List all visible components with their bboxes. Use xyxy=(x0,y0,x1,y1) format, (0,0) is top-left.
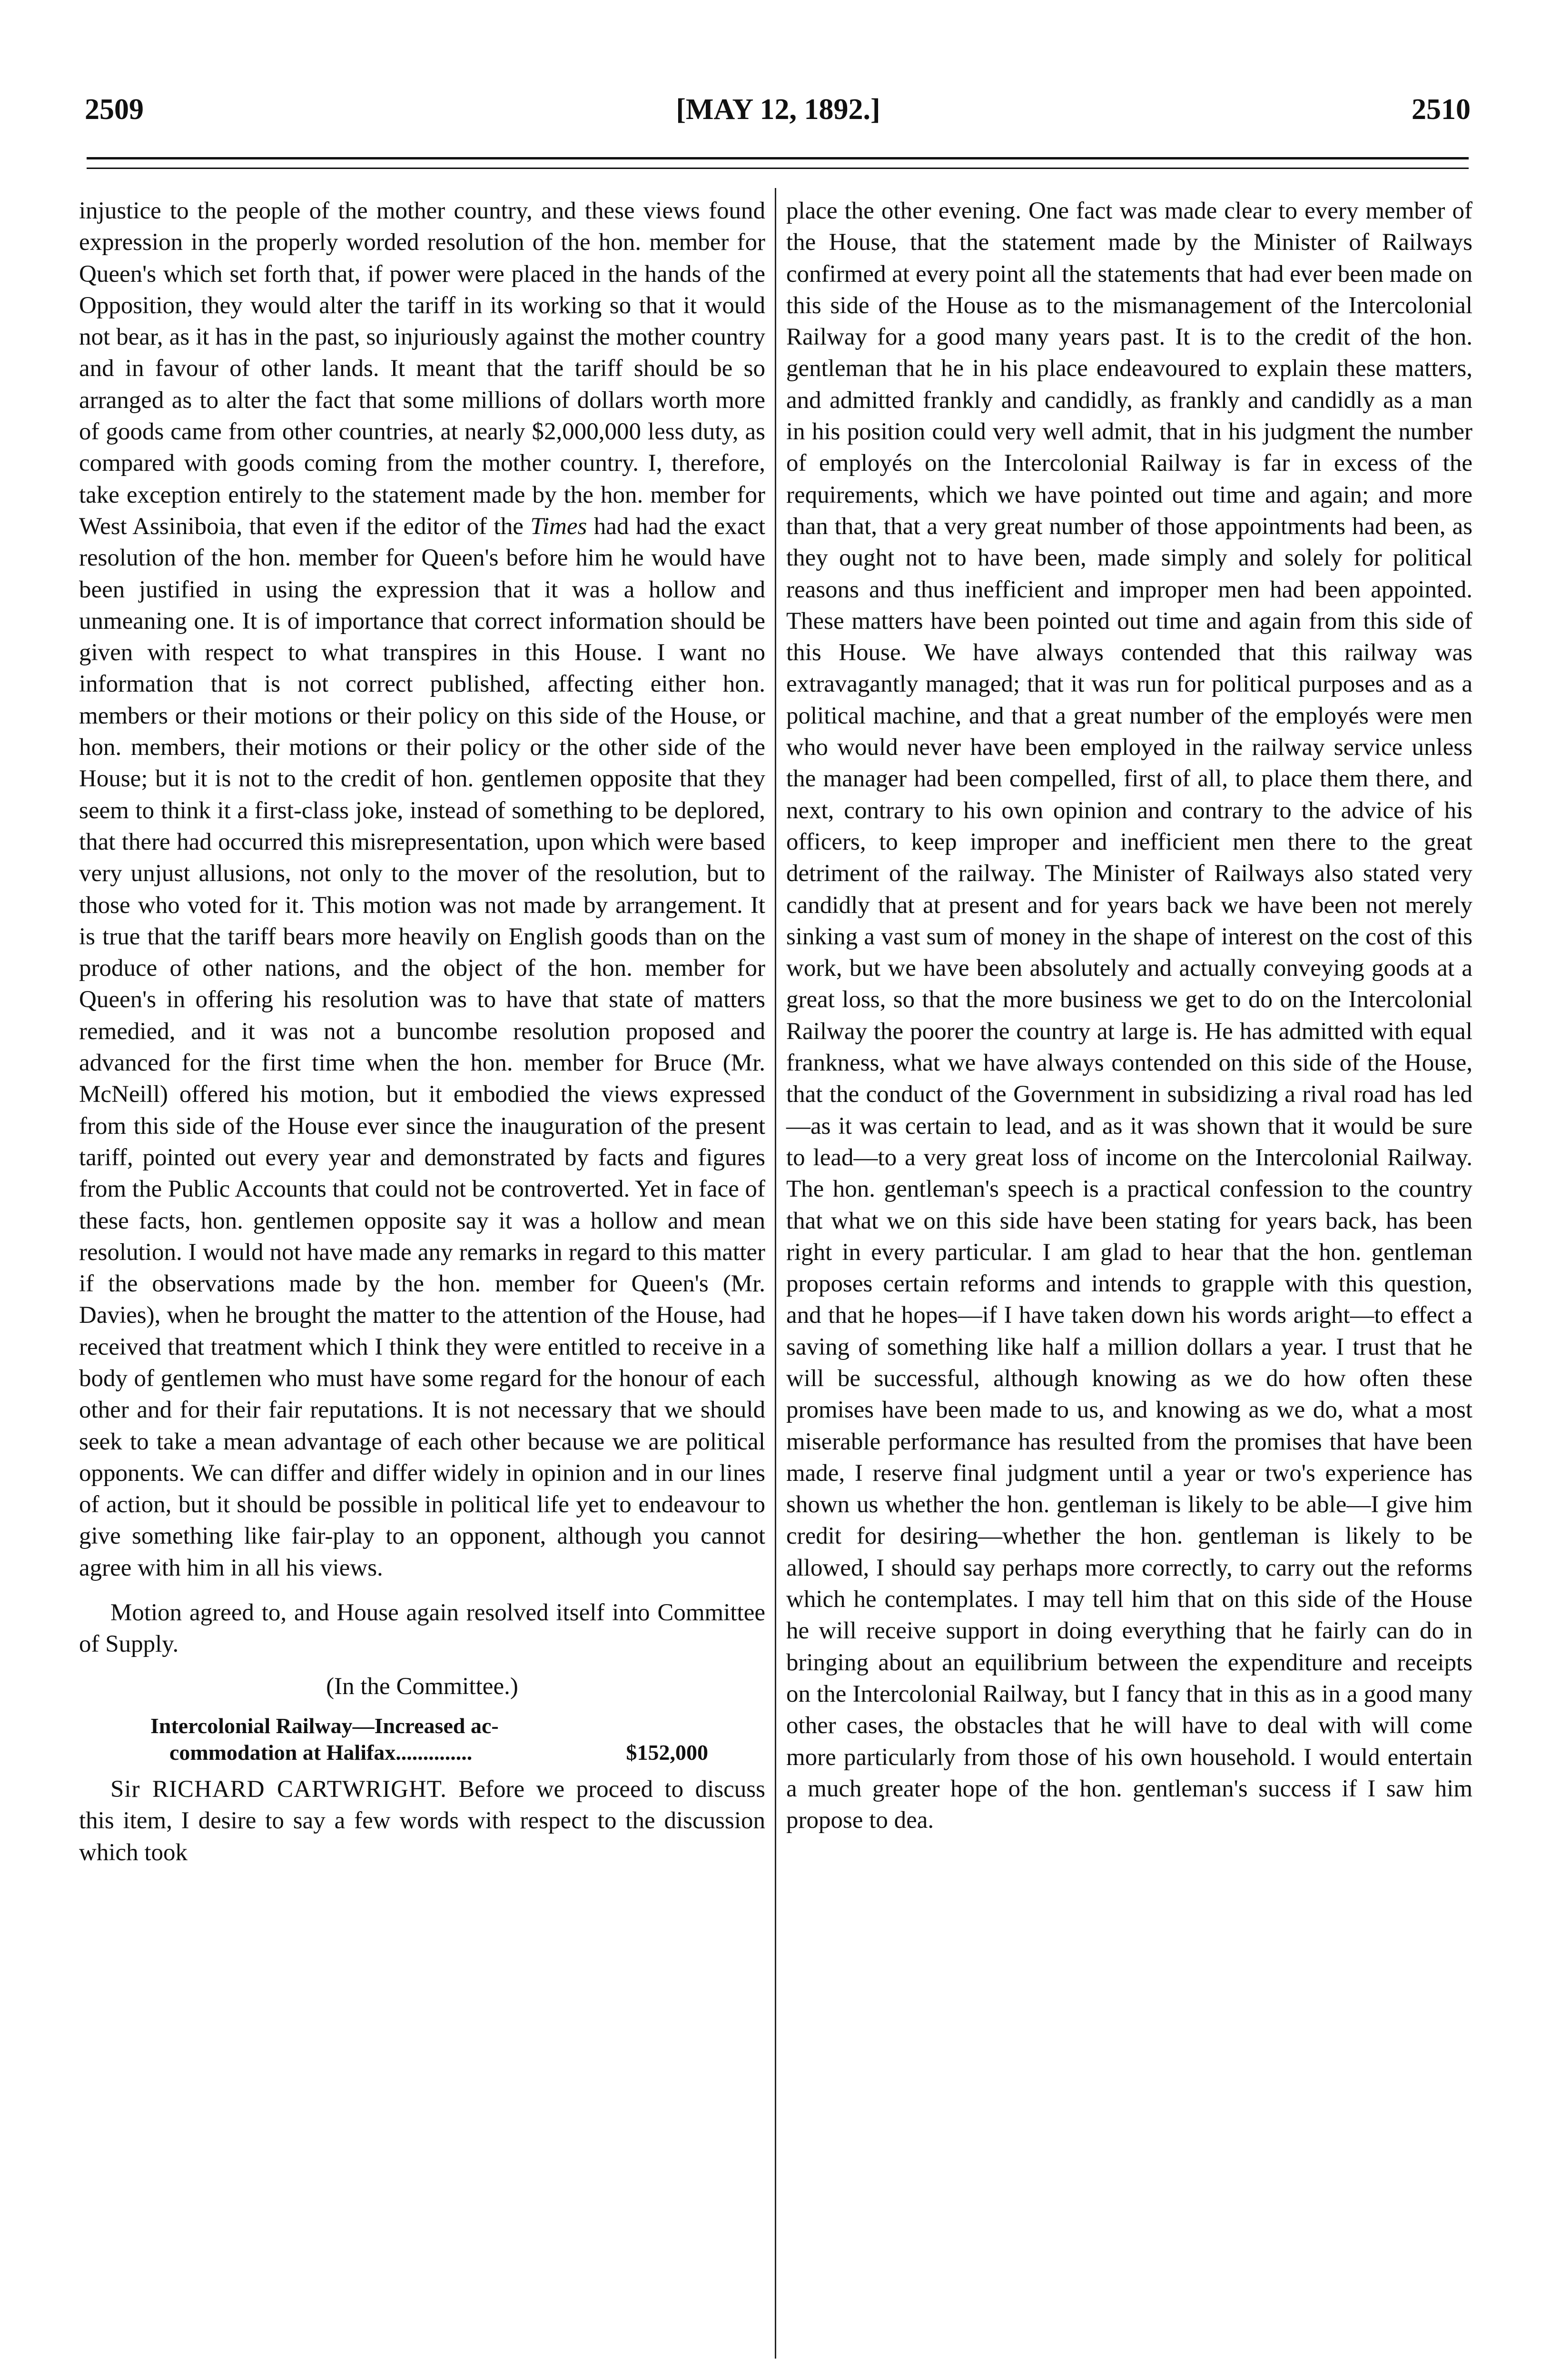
page-header xyxy=(71,93,1485,136)
left-text-part-1: injustice to the people of the mother country, and these views found expression in the properly worded resolution of the hon. member for Queen's which set forth that, if power were placed in the hands of the Opposition, they would alter the tariff in its working so that it would not bear, as it has in the past, so injuriously against the mother country and in favour of other lands. It meant that the tariff should be so arranged as to alter the fact that some millions of dollars worth more of goods came from other countries, at nearly $2,000,000 less duty, as compared with goods coming from the mother country. I, therefore, take exception entirely to the statement made by the hon. member for West Assiniboia, that even if the editor of the xyxy=(79,198,765,540)
right-paragraph: place the other evening. One fact was made clear to every member of the House, that the statement made by the Minister of Railways confirmed at every point all the statements that had ever been made on this side of the House as to the mismanagement of the Intercolonial Railway for a good many years past. It is to the credit of the hon. gentleman that he in his place endeavoured to explain these matters, and admitted frankly and candidly, as frankly and candidly as a man in his position could very well admit, that in his judgment the number of employés on the Intercolonial Railway is far in excess of the requirements, which we have pointed out time and again; and more than that, that a very great number of those appointments had been, as they ought not to have been, made simply and solely for political reasons and thus inefficient and improper men had been appointed. These matters have been pointed out time and again from this side of this House. We have always contended that this railway was extravagantly managed; that it was run for political purposes and as a political machine, and that a great number of the employés were men who would never have been employed in the railway service unless the manager had been compelled, first of all, to place them there, and next, contrary to his own opinion and contrary to the advice of his officers, to keep improper and inefficient men there to the great detriment of the railway. The Minister of Railways also stated very candidly that at present and for years back we have been not merely sinking a vast sum of money in the shape of interest on the cost of this work, but we have been absolutely and actually conveying goods at a great loss, so that the more business we get to do on the Intercolonial Railway the poorer the country at large is. He has admitted with equal frankness, what we have always contended on this side of the House, that the conduct of the Government in subsidizing a rival road has led—as it was certain to lead, and as it was shown that it would be sure to lead—to a very great loss of income on the Intercolonial Railway. The hon. gentleman's speech is a practical confession to the country that what we on this side have been stating for years back, has been right in every particular. I am glad to hear that the hon. gentleman proposes certain reforms and intends to grapple with this question, and that he hopes—if I have taken down his words aright—to effect a saving of something like half a million dollars a year. I trust that he will be successful, although knowing as we do how often these promises have been made to us, and knowing as we do, what a most miserable performance has resulted from the promises that have been made, I reserve final judgment until a year or two's experience has shown us whether the hon. gentleman is likely to be able—I give him credit for desiring—whether the hon. gentleman is likely to be allowed, I should say perhaps more correctly, to carry out the reforms which he contemplates. I may tell him that on this side of the House he will receive support in doing everything that he fairly can do in bringing about an equilibrium between the expenditure and receipts on the Intercolonial Railway, but I fancy that in this as in a good many other cases, the obstacles that he will have to deal with will come more particularly from those of his own household. I would entertain a much greater hope of the hon. gentleman's success if I saw him propose to dea. xyxy=(786,198,1472,1834)
times-italic: Times xyxy=(530,513,587,540)
right-column xyxy=(786,195,1472,1836)
supply-item-amount: $152,000 xyxy=(626,1740,708,1765)
committee-heading: (In the Committee.) xyxy=(326,1673,518,1700)
column-divider xyxy=(775,188,776,2359)
supply-item-line-2 xyxy=(150,1739,708,1766)
left-paragraph-1 xyxy=(79,195,765,1584)
motion-paragraph: Motion agreed to, and House again resolved itself into Committee of Supply. xyxy=(79,1599,765,1658)
header-rule-thin xyxy=(87,168,1469,169)
supply-item xyxy=(150,1713,708,1766)
speech-paragraph xyxy=(79,1774,765,1868)
header-date: [MAY 12, 1892.] xyxy=(676,93,880,126)
header-rule-thick xyxy=(87,157,1469,159)
page-number-left: 2509 xyxy=(85,93,144,126)
page-number-right: 2510 xyxy=(1412,93,1471,126)
left-column xyxy=(79,195,765,1868)
speech-text: Before we proceed to discuss this item, I desire to say a few words with respect to the discussion which took xyxy=(79,1775,765,1866)
supply-item-text: commodation at Halifax.............. xyxy=(169,1740,473,1765)
supply-item-line-1: Intercolonial Railway—Increased ac- xyxy=(150,1713,499,1738)
speaker-name: Sir RICHARD CARTWRIGHT. xyxy=(110,1775,447,1803)
left-text-part-2: had had the exact resolution of the hon. member for Queen's before him he would have been justified in using the expression that it was a hollow and unmeaning one. It is of importance that correct information should be given with respect to what transpires in this House. I want no information that is not correct published, affecting either hon. members or their motions or their policy on this side of the House, or hon. members, their motions or their policy or the other side of the House; but it is not to the credit of hon. gentlemen opposite that they seem to think it a first-class joke, instead of something to be deplored, that there had occurred this misrepresentation, upon which were based very unjust allusions, not only to the mover of the resolution, but to those who voted for it. This motion was not made by arrangement. It is true that the tariff bears more heavily on English goods than on the produce of other nations, and the object of the hon. member for Queen's in offering his resolution was to have that state of matters remedied, and it was not a buncombe resolution proposed and advanced for the first time when the hon. member for Bruce (Mr. McNeill) offered his motion, but it embodied the views expressed from this side of the House ever since the inauguration of the present tariff, pointed out every year and demonstrated by facts and figures from the Public Accounts that could not be controverted. Yet in face of these facts, hon. gentlemen opposite say it was a hollow and mean resolution. I would not have made any remarks in regard to this matter if the observations made by the hon. member for Queen's (Mr. Davies), when he brought the matter to the attention of the House, had received that treatment which I think they were entitled to receive in a body of gentlemen who must have some regard for the honour of each other and for their fair reputations. It is not necessary that we should seek to take a mean advantage of each other because we are political opponents. We can differ and differ widely in opinion and in our lines of action, but it should be possible in political life yet to endeavour to give something like fair-play to an opponent, although you cannot agree with him in all his views. xyxy=(79,513,766,1581)
